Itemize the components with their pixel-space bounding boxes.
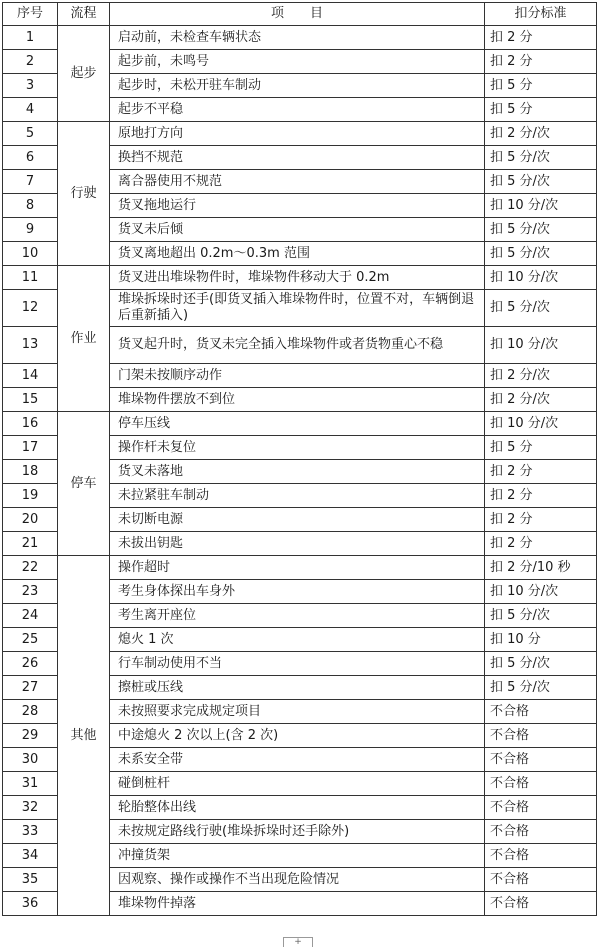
row-number: 6: [3, 146, 58, 170]
item-description: 操作杆未复位: [110, 436, 485, 460]
scoring-table: [2, 2, 597, 916]
row-number: 5: [3, 122, 58, 146]
deduction-standard: 扣 5 分/次: [485, 676, 597, 700]
item-description: 换挡不规范: [110, 146, 485, 170]
row-number: 7: [3, 170, 58, 194]
item-description: 未系安全带: [110, 748, 485, 772]
item-description: 操作超时: [110, 556, 485, 580]
process-stage: 行驶: [58, 122, 110, 266]
item-description: 货叉起升时，货叉未完全插入堆垛物件或者货物重心不稳: [110, 327, 485, 364]
table-row: [3, 122, 597, 146]
item-description: 考生离开座位: [110, 604, 485, 628]
item-description: 未按照要求完成规定项目: [110, 700, 485, 724]
row-number: 3: [3, 74, 58, 98]
item-description: 堆垛拆垛时还手(即货叉插入堆垛物件时，位置不对，车辆倒退后重新插入): [110, 290, 485, 327]
deduction-standard: 扣 10 分/次: [485, 580, 597, 604]
table-row: [3, 26, 597, 50]
item-description: 启动前，未检查车辆状态: [110, 26, 485, 50]
item-description: 货叉拖地运行: [110, 194, 485, 218]
row-number: 8: [3, 194, 58, 218]
row-number: 31: [3, 772, 58, 796]
header-row: [3, 3, 597, 26]
item-description: 停车压线: [110, 412, 485, 436]
deduction-standard: 不合格: [485, 700, 597, 724]
item-description: 冲撞货架: [110, 844, 485, 868]
process-stage: 作业: [58, 266, 110, 412]
deduction-standard: 扣 5 分: [485, 74, 597, 98]
row-number: 20: [3, 508, 58, 532]
row-number: 27: [3, 676, 58, 700]
deduction-standard: 扣 5 分/次: [485, 146, 597, 170]
row-number: 34: [3, 844, 58, 868]
row-number: 10: [3, 242, 58, 266]
item-description: 起步不平稳: [110, 98, 485, 122]
item-description: 因观察、操作或操作不当出现危险情况: [110, 868, 485, 892]
row-number: 1: [3, 26, 58, 50]
item-description: 擦桩或压线: [110, 676, 485, 700]
row-number: 30: [3, 748, 58, 772]
deduction-standard: 扣 5 分: [485, 98, 597, 122]
row-number: 12: [3, 290, 58, 327]
row-number: 16: [3, 412, 58, 436]
item-description: 货叉离地超出 0.2m～0.3m 范围: [110, 242, 485, 266]
item-description: 考生身体探出车身外: [110, 580, 485, 604]
process-stage: 起步: [58, 26, 110, 122]
row-number: 22: [3, 556, 58, 580]
deduction-standard: 扣 2 分: [485, 532, 597, 556]
item-description: 轮胎整体出线: [110, 796, 485, 820]
row-number: 21: [3, 532, 58, 556]
deduction-standard: 不合格: [485, 844, 597, 868]
row-number: 32: [3, 796, 58, 820]
item-description: 熄火 1 次: [110, 628, 485, 652]
deduction-standard: 扣 2 分/次: [485, 388, 597, 412]
item-description: 原地打方向: [110, 122, 485, 146]
deduction-standard: 扣 10 分/次: [485, 412, 597, 436]
deduction-standard: 扣 2 分: [485, 460, 597, 484]
row-number: 14: [3, 364, 58, 388]
item-description: 未拉紧驻车制动: [110, 484, 485, 508]
deduction-standard: 扣 5 分/次: [485, 218, 597, 242]
item-description: 起步时，未松开驻车制动: [110, 74, 485, 98]
row-number: 25: [3, 628, 58, 652]
row-number: 26: [3, 652, 58, 676]
item-description: 碰倒桩杆: [110, 772, 485, 796]
row-number: 33: [3, 820, 58, 844]
header-deduction: 扣分标准: [485, 3, 597, 26]
table-body: [3, 26, 597, 916]
row-number: 17: [3, 436, 58, 460]
row-number: 13: [3, 327, 58, 364]
deduction-standard: 不合格: [485, 796, 597, 820]
table-row: [3, 412, 597, 436]
row-number: 29: [3, 724, 58, 748]
item-description: 货叉未落地: [110, 460, 485, 484]
header-item: 项 目: [110, 3, 485, 26]
deduction-standard: 扣 2 分: [485, 26, 597, 50]
row-number: 36: [3, 892, 58, 916]
row-number: 15: [3, 388, 58, 412]
deduction-standard: 扣 10 分/次: [485, 266, 597, 290]
row-number: 28: [3, 700, 58, 724]
deduction-standard: 不合格: [485, 748, 597, 772]
item-description: 中途熄火 2 次以上(含 2 次): [110, 724, 485, 748]
header-seq: 序号: [3, 3, 58, 26]
deduction-standard: 扣 5 分: [485, 436, 597, 460]
deduction-standard: 扣 10 分/次: [485, 194, 597, 218]
row-number: 35: [3, 868, 58, 892]
row-number: 24: [3, 604, 58, 628]
row-number: 2: [3, 50, 58, 74]
row-number: 19: [3, 484, 58, 508]
item-description: 货叉未后倾: [110, 218, 485, 242]
item-description: 货叉进出堆垛物件时，堆垛物件移动大于 0.2m: [110, 266, 485, 290]
deduction-standard: 扣 5 分/次: [485, 290, 597, 327]
deduction-standard: 扣 5 分/次: [485, 242, 597, 266]
deduction-standard: 不合格: [485, 868, 597, 892]
item-description: 未切断电源: [110, 508, 485, 532]
row-number: 9: [3, 218, 58, 242]
process-stage: 停车: [58, 412, 110, 556]
row-number: 11: [3, 266, 58, 290]
deduction-standard: 不合格: [485, 772, 597, 796]
item-description: 行车制动使用不当: [110, 652, 485, 676]
table-row: [3, 266, 597, 290]
item-description: 离合器使用不规范: [110, 170, 485, 194]
row-number: 4: [3, 98, 58, 122]
item-description: 堆垛物件掉落: [110, 892, 485, 916]
item-description: 未按规定路线行驶(堆垛拆垛时还手除外): [110, 820, 485, 844]
deduction-standard: 不合格: [485, 820, 597, 844]
item-description: 门架未按顺序动作: [110, 364, 485, 388]
deduction-standard: 扣 5 分/次: [485, 652, 597, 676]
item-description: 未拔出钥匙: [110, 532, 485, 556]
row-number: 23: [3, 580, 58, 604]
process-stage: 其他: [58, 556, 110, 916]
deduction-standard: 扣 5 分/次: [485, 170, 597, 194]
header-flow: 流程: [58, 3, 110, 26]
deduction-standard: 扣 2 分: [485, 508, 597, 532]
deduction-standard: 扣 10 分/次: [485, 327, 597, 364]
deduction-standard: 扣 10 分: [485, 628, 597, 652]
deduction-standard: 扣 2 分: [485, 50, 597, 74]
deduction-standard: 扣 2 分/次: [485, 122, 597, 146]
deduction-standard: 不合格: [485, 892, 597, 916]
item-description: 起步前，未鸣号: [110, 50, 485, 74]
item-description: 堆垛物件摆放不到位: [110, 388, 485, 412]
deduction-standard: 不合格: [485, 724, 597, 748]
deduction-standard: 扣 2 分/10 秒: [485, 556, 597, 580]
page-anchor-marker: +: [283, 937, 313, 947]
deduction-standard: 扣 2 分/次: [485, 364, 597, 388]
deduction-standard: 扣 2 分: [485, 484, 597, 508]
row-number: 18: [3, 460, 58, 484]
deduction-standard: 扣 5 分/次: [485, 604, 597, 628]
table-row: [3, 556, 597, 580]
